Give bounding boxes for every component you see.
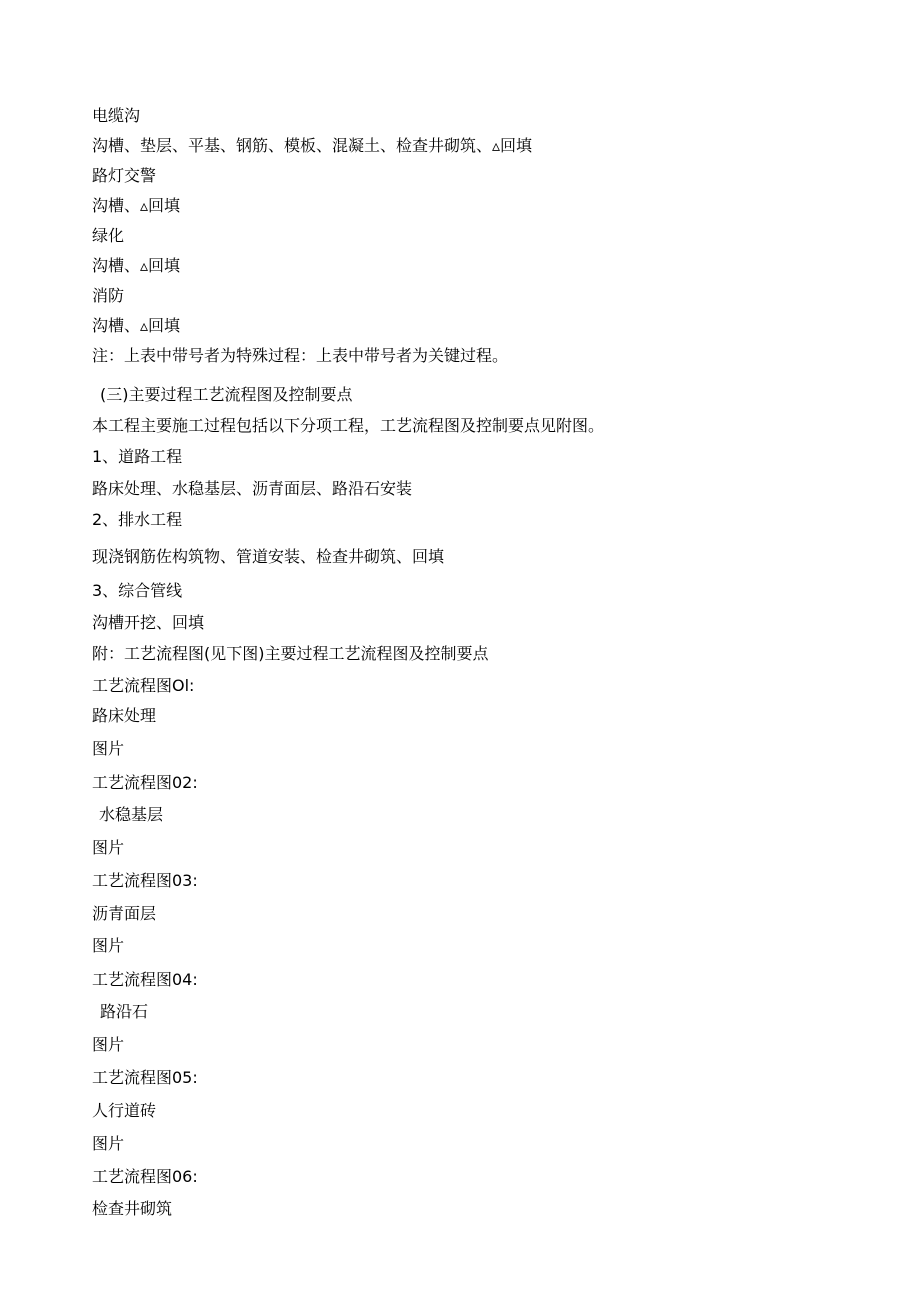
text-line-28: 工艺流程图04: xyxy=(92,970,198,989)
text-line-35: 检查井砌筑 xyxy=(92,1199,173,1218)
text-line-19: 工艺流程图Ol: xyxy=(92,676,195,695)
text-line-34: 工艺流程图06: xyxy=(92,1167,198,1186)
section-heading: (三)主要过程工艺流程图及控制要点 xyxy=(100,385,353,404)
text-line-1: 电缆沟 xyxy=(92,106,141,125)
text-line-20: 路床处理 xyxy=(92,706,157,725)
text-line-26: 沥青面层 xyxy=(92,904,157,923)
text-line-11: 本工程主要施工过程包括以下分项工程，工艺流程图及控制要点见附图。 xyxy=(92,416,605,435)
text-line-18: 附：工艺流程图(见下图)主要过程工艺流程图及控制要点 xyxy=(92,644,489,663)
text-line-30: 图片 xyxy=(92,1035,125,1054)
text-line-3: 路灯交警 xyxy=(92,166,157,185)
text-line-5: 绿化 xyxy=(92,226,125,245)
text-line-29: 路沿石 xyxy=(100,1002,149,1021)
text-line-9: 注：上表中带号者为特殊过程：上表中带号者为关键过程。 xyxy=(92,346,509,365)
text-line-2: 沟槽、垫层、平基、钢筋、模板、混凝土、检查井砌筑、▵回填 xyxy=(92,136,533,155)
text-line-24: 图片 xyxy=(92,838,125,857)
text-line-22: 工艺流程图02: xyxy=(92,773,198,792)
text-line-16: 3、综合管线 xyxy=(92,581,183,600)
text-line-4: 沟槽、▵回填 xyxy=(92,196,181,215)
text-line-21: 图片 xyxy=(92,739,125,758)
text-line-17: 沟槽开挖、回填 xyxy=(92,613,205,632)
text-line-31: 工艺流程图05: xyxy=(92,1068,198,1087)
text-line-14: 2、排水工程 xyxy=(92,510,183,529)
text-line-13: 路床处理、水稳基层、沥青面层、路沿石安装 xyxy=(92,479,413,498)
text-line-8: 沟槽、▵回填 xyxy=(92,316,181,335)
text-line-32: 人行道砖 xyxy=(92,1101,157,1120)
text-line-25: 工艺流程图03: xyxy=(92,871,198,890)
text-line-15: 现浇钢筋佐构筑物、管道安装、检查井砌筑、回填 xyxy=(92,547,445,566)
text-line-23: 水稳基层 xyxy=(99,805,164,824)
text-line-33: 图片 xyxy=(92,1134,125,1153)
text-line-27: 图片 xyxy=(92,936,125,955)
text-line-6: 沟槽、▵回填 xyxy=(92,256,181,275)
text-line-7: 消防 xyxy=(92,286,125,305)
text-line-12: 1、道路工程 xyxy=(92,447,183,466)
